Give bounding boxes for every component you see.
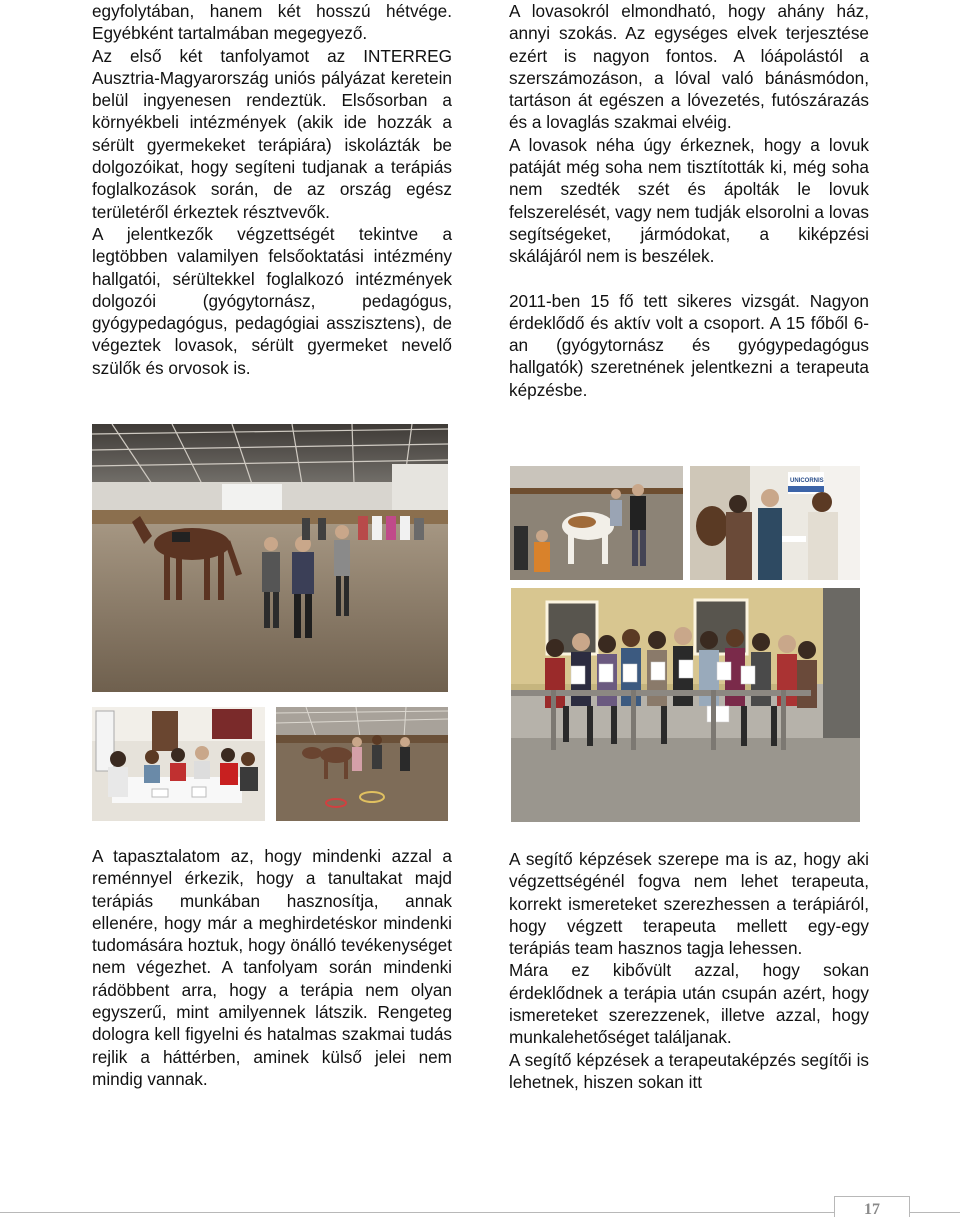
paragraph: Mára ez kibővült azzal, hogy sokan érdeklődnek a terápia után csupán azért, hogy ismereteket szerezzenek, illetve azzal, hogy munkalehetőséget találjanak.: [509, 960, 869, 1048]
riding-arena-photo: [92, 424, 448, 692]
text-column-bottom-right: [509, 848, 869, 1093]
classroom-session-photo: [92, 707, 265, 821]
paragraph: A segítő képzések a terapeutaképzés segítői is lehetnek, hiszen sokan itt: [509, 1049, 869, 1092]
paragraph: A jelentkezők végzettségét tekintve a legtöbben valamilyen felsőoktatási intézmény hallgatói, sérültekkel foglalkozó intézmények dolgozói (gyógytornász, pedagógus, gyógypedagógus, pedagógiai asszisztens), de végeztek lovasok, sérült gyermeket nevelő szülők és orvosok is.: [92, 223, 452, 378]
unicornis-sign-text: UNICORNIS: [790, 478, 824, 484]
footer-rule: [0, 1212, 960, 1213]
text-column-top-right: [509, 0, 869, 401]
paragraph: A lovasok néha úgy érkeznek, hogy a lovuk patáját még soha nem tisztították ki, még soha nem szedték szét és ápolták le lovuk felszerelését, vagy nem tudják elsorolni a lovas segítségeket, jármódokat, a kiképzési skálájáról nem is beszélek.: [509, 134, 869, 267]
paragraph: Az első két tanfolyamot az INTERREG Ausztria-Magyarország uniós pályázat keretein belül ingyenesen rendeztük. Elsősorban a környékbeli intézmények (akik ide hozzák a sérült gyermekeket terápiára) iskolázták be dolgozóikat, hogy segíteni tudjanak a terápiás foglalkozások során, de az ország egész területéről érkeztek résztvevők.: [92, 45, 452, 222]
page-number-box: [834, 1196, 910, 1217]
paragraph: A segítő képzések szerepe ma is az, hogy aki végzettségénél fogva nem lehet terapeuta, korrekt ismereteket szerezhessen a terápiáról, hogy végzett terapeuta mellett egy-egy terápiás team hasznos tagja lehessen.: [509, 849, 869, 959]
text-column-bottom-left: [92, 845, 452, 1090]
page-number: 17: [864, 1201, 880, 1217]
paragraph: A tapasztalatom az, hogy mindenki azzal a reménnyel érkezik, hogy a tanultakat majd terápiás munkában hasznosítja, annak ellenére, hogy már a meghirdetéskor mindenki tudomására hoztuk, hogy önálló tevékenységet nem végezhet. A tanfolyam során mindenki rádöbbent arra, hogy a terápia nem olyan egyszerű, mint amilyennek látszik. Rengeteg dologra kell figyelni és hatalmas szakmai tudás rejlik a háttérben, aminek külső jelei nem mindig vannak.: [92, 846, 452, 1089]
paragraph: A lovasokról elmondható, hogy ahány ház, annyi szokás. Az egységes elvek terjesztése ezért is nagyon fontos. A lóápolástól a szerszámozáson, a lóval való bánásmódon, tartáson át egészen a lóvezetés, futószárazás és a lovaglás szakmai elvéig.: [509, 1, 869, 133]
paragraph: egyfolytában, hanem két hosszú hétvége. Egyébként tartalmában megegyező.: [92, 1, 452, 44]
certificate-handover-photo: [690, 466, 860, 580]
ground-work-photo: [276, 707, 448, 821]
group-with-certificates-photo: [511, 588, 860, 822]
horse-hoof-care-photo: [510, 466, 683, 580]
paragraph: 2011-ben 15 fő tett sikeres vizsgát. Nagyon érdeklődő és aktív volt a csoport. A 15 főből 6-an (gyógytornász és gyógypedagógus hallgatók) szeretnének jelentkezni a terapeuta képzésbe.: [509, 290, 869, 400]
text-column-top-left: [92, 0, 452, 379]
